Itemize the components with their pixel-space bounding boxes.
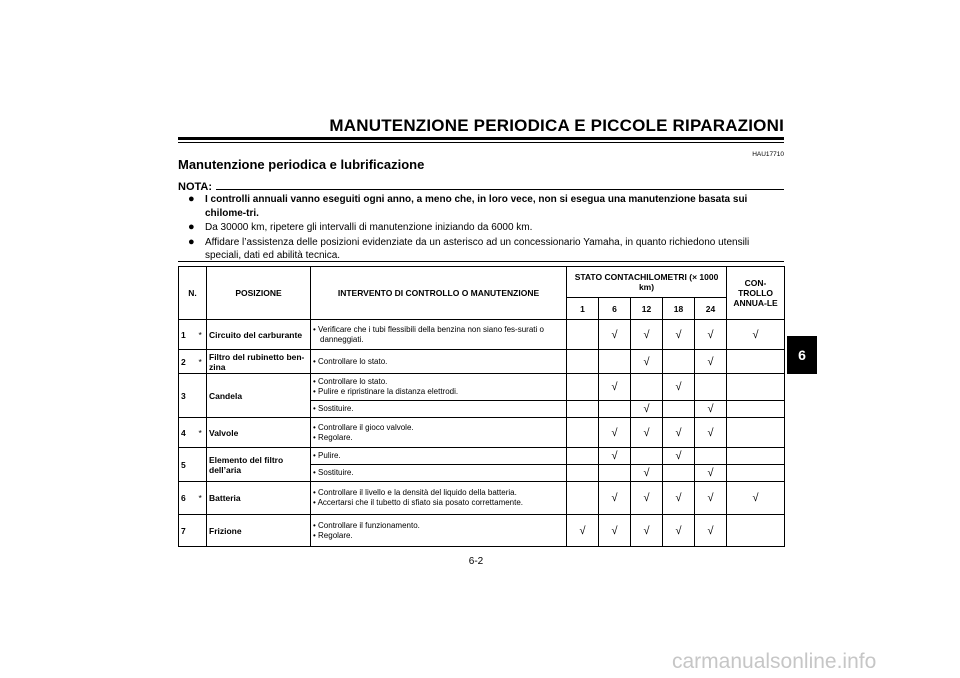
- interval-check-cell: [567, 350, 599, 374]
- row-asterisk: *: [199, 320, 207, 350]
- row-number: 7: [179, 515, 199, 547]
- intervention-text: Controllare lo stato.: [318, 377, 388, 386]
- row-intervention: [311, 448, 567, 465]
- interval-check-cell: [663, 465, 695, 482]
- row-asterisk: [199, 515, 207, 547]
- row-number: 2: [179, 350, 199, 374]
- row-asterisk: *: [199, 482, 207, 515]
- intervention-text: Regolare.: [318, 432, 353, 442]
- bullet-icon: •: [313, 520, 319, 530]
- interval-check-cell: √: [695, 465, 727, 482]
- interval-check-cell: [567, 320, 599, 350]
- annual-check-cell: [727, 350, 785, 374]
- intervention-text: Sostituire.: [318, 468, 354, 477]
- intervention-item: [313, 498, 564, 508]
- annual-check-cell: [727, 374, 785, 401]
- nota-bullet-text: I controlli annuali vanno eseguiti ogni anno, a meno che, in loro vece, non si esegua una manutenzione basata sui chilome-tri.: [205, 194, 748, 219]
- interval-check-cell: √: [695, 418, 727, 448]
- header-odometer: STATO CONTACHILOMETRI (× 1000 km): [567, 267, 727, 298]
- annual-check-cell: [727, 448, 785, 465]
- header-position: POSIZIONE: [207, 267, 311, 320]
- annual-check-cell: [727, 515, 785, 547]
- intervention-item: [313, 521, 564, 531]
- header-km: 1: [567, 298, 599, 320]
- bullet-icon: •: [313, 530, 319, 540]
- table-row: [179, 448, 785, 465]
- row-asterisk: [199, 448, 207, 482]
- interval-check-cell: √: [663, 448, 695, 465]
- interval-check-cell: √: [631, 465, 663, 482]
- nota-bullet-list: [188, 193, 786, 264]
- intervention-text: Controllare il gioco valvole.: [318, 422, 414, 432]
- interval-check-cell: √: [663, 418, 695, 448]
- intervention-item: [313, 488, 564, 498]
- bullet-icon: •: [313, 422, 319, 432]
- intervention-text: Sostituire.: [318, 404, 354, 413]
- interval-check-cell: √: [599, 418, 631, 448]
- annual-check-cell: √: [727, 320, 785, 350]
- interval-check-cell: √: [663, 374, 695, 401]
- row-position: Valvole: [207, 418, 311, 448]
- nota-bullet-text: Da 30000 km, ripetere gli intervalli di manutenzione iniziando da 6000 km.: [205, 222, 533, 233]
- row-position: Candela: [207, 374, 311, 418]
- row-asterisk: [199, 374, 207, 418]
- interval-check-cell: √: [599, 482, 631, 515]
- nota-bullet: [188, 221, 786, 235]
- table-row: [179, 350, 785, 374]
- header-annual: CON-TROLLO ANNUA-LE: [727, 267, 785, 320]
- row-intervention: [311, 350, 567, 374]
- row-asterisk: *: [199, 350, 207, 374]
- header-n: N.: [179, 267, 207, 320]
- interval-check-cell: √: [631, 350, 663, 374]
- interval-check-cell: [599, 465, 631, 482]
- intervention-item: [313, 404, 564, 414]
- interval-check-cell: [567, 418, 599, 448]
- interval-check-cell: [567, 401, 599, 418]
- maintenance-table: [178, 266, 785, 547]
- row-intervention: [311, 418, 567, 448]
- intervention-item: [313, 451, 564, 461]
- interval-check-cell: [663, 401, 695, 418]
- intervention-item: [313, 325, 564, 345]
- header-rule-thin: [178, 142, 784, 143]
- intervention-item: [313, 377, 564, 387]
- header-km: 24: [695, 298, 727, 320]
- interval-check-cell: [567, 465, 599, 482]
- interval-check-cell: √: [663, 515, 695, 547]
- bullet-icon: •: [313, 404, 319, 413]
- interval-check-cell: √: [599, 515, 631, 547]
- row-number: 1: [179, 320, 199, 350]
- row-intervention: [311, 515, 567, 547]
- interval-check-cell: √: [599, 320, 631, 350]
- table-row: [179, 320, 785, 350]
- intervention-item: [313, 423, 564, 433]
- interval-check-cell: [567, 482, 599, 515]
- interval-check-cell: [567, 448, 599, 465]
- intervention-text: Verificare che i tubi flessibili della benzina non siano fes-surati o danneggiati.: [318, 324, 544, 344]
- interval-check-cell: [631, 374, 663, 401]
- intervention-item: [313, 468, 564, 478]
- bullet-icon: •: [313, 488, 319, 497]
- row-number: 6: [179, 482, 199, 515]
- interval-check-cell: √: [695, 320, 727, 350]
- annual-check-cell: √: [727, 482, 785, 515]
- intervention-item: [313, 433, 564, 443]
- interval-check-cell: √: [567, 515, 599, 547]
- interval-check-cell: [695, 448, 727, 465]
- row-position: Frizione: [207, 515, 311, 547]
- nota-bullet-text: Affidare l’assistenza delle posizioni evidenziate da un asterisco ad un concessionario Yamaha, in quanto richiedono utensili speciali, dati ed abilità tecnica.: [205, 236, 750, 261]
- intervention-text: Pulire e ripristinare la distanza elettrodi.: [318, 387, 459, 396]
- intervention-item: [313, 357, 564, 367]
- intervention-item: [313, 531, 564, 541]
- bullet-icon: •: [313, 324, 319, 334]
- interval-check-cell: √: [599, 448, 631, 465]
- intervention-text: Pulire.: [318, 451, 341, 460]
- intervention-text: Controllare lo stato.: [318, 356, 388, 366]
- intervention-item: [313, 387, 564, 397]
- row-number: 4: [179, 418, 199, 448]
- document-code: HAU17710: [752, 151, 784, 158]
- header-rule-thick: [178, 137, 784, 140]
- interval-check-cell: [631, 448, 663, 465]
- interval-check-cell: [663, 350, 695, 374]
- row-intervention: [311, 320, 567, 350]
- annual-check-cell: [727, 401, 785, 418]
- section-title: Manutenzione periodica e lubrificazione: [178, 157, 425, 172]
- interval-check-cell: √: [631, 418, 663, 448]
- row-intervention: [311, 401, 567, 418]
- interval-check-cell: √: [695, 401, 727, 418]
- intervention-text: Accertarsi che il tubetto di sfiato sia posato correttamente.: [317, 498, 524, 507]
- table-row: [179, 418, 785, 448]
- header-km: 12: [631, 298, 663, 320]
- row-intervention: [311, 465, 567, 482]
- interval-check-cell: √: [695, 515, 727, 547]
- annual-check-cell: [727, 418, 785, 448]
- interval-check-cell: √: [631, 515, 663, 547]
- interval-check-cell: √: [663, 482, 695, 515]
- interval-check-cell: [695, 374, 727, 401]
- row-position: Circuito del carburante: [207, 320, 311, 350]
- row-number: 3: [179, 374, 199, 418]
- row-intervention: [311, 374, 567, 401]
- row-position: Filtro del rubinetto ben-zina: [207, 350, 311, 374]
- interval-check-cell: [599, 350, 631, 374]
- nota-end-rule: [178, 261, 784, 262]
- bullet-icon: •: [313, 377, 319, 386]
- intervention-text: Regolare.: [318, 530, 353, 540]
- bullet-icon: •: [313, 468, 319, 477]
- table-row: [179, 482, 785, 515]
- bullet-dot-icon: ●: [188, 221, 195, 233]
- intervention-text: Controllare il livello e la densità del liquido della batteria.: [318, 488, 517, 497]
- interval-check-cell: √: [631, 401, 663, 418]
- nota-bullet: [188, 236, 786, 263]
- watermark: carmanualsonline.info: [672, 650, 877, 673]
- row-intervention: [311, 482, 567, 515]
- row-number: 5: [179, 448, 199, 482]
- bullet-icon: •: [313, 432, 319, 442]
- annual-check-cell: [727, 465, 785, 482]
- row-position: Elemento del filtro dell’aria: [207, 448, 311, 482]
- interval-check-cell: √: [599, 374, 631, 401]
- interval-check-cell: [567, 374, 599, 401]
- header-km: 6: [599, 298, 631, 320]
- nota-rule: [216, 189, 784, 190]
- table-row: [179, 515, 785, 547]
- page-number: 6-2: [468, 556, 484, 567]
- nota-label: NOTA:: [178, 181, 213, 193]
- page-header-title: MANUTENZIONE PERIODICA E PICCOLE RIPARAZIONI: [329, 116, 784, 135]
- nota-bullet: [188, 193, 786, 220]
- interval-check-cell: √: [631, 320, 663, 350]
- interval-check-cell: √: [663, 320, 695, 350]
- table-row: [179, 374, 785, 401]
- intervention-text: Controllare il funzionamento.: [318, 520, 420, 530]
- header-km: 18: [663, 298, 695, 320]
- bullet-icon: •: [313, 356, 319, 366]
- interval-check-cell: √: [695, 350, 727, 374]
- row-asterisk: *: [199, 418, 207, 448]
- row-position: Batteria: [207, 482, 311, 515]
- bullet-icon: •: [313, 498, 318, 507]
- bullet-icon: •: [313, 451, 319, 460]
- header-intervention: INTERVENTO DI CONTROLLO O MANUTENZIONE: [311, 267, 567, 320]
- interval-check-cell: √: [631, 482, 663, 515]
- bullet-dot-icon: ●: [188, 235, 195, 248]
- bullet-icon: •: [313, 387, 319, 396]
- bullet-dot-icon: ●: [188, 193, 195, 205]
- interval-check-cell: [599, 401, 631, 418]
- interval-check-cell: √: [695, 482, 727, 515]
- chapter-tab: 6: [787, 336, 817, 374]
